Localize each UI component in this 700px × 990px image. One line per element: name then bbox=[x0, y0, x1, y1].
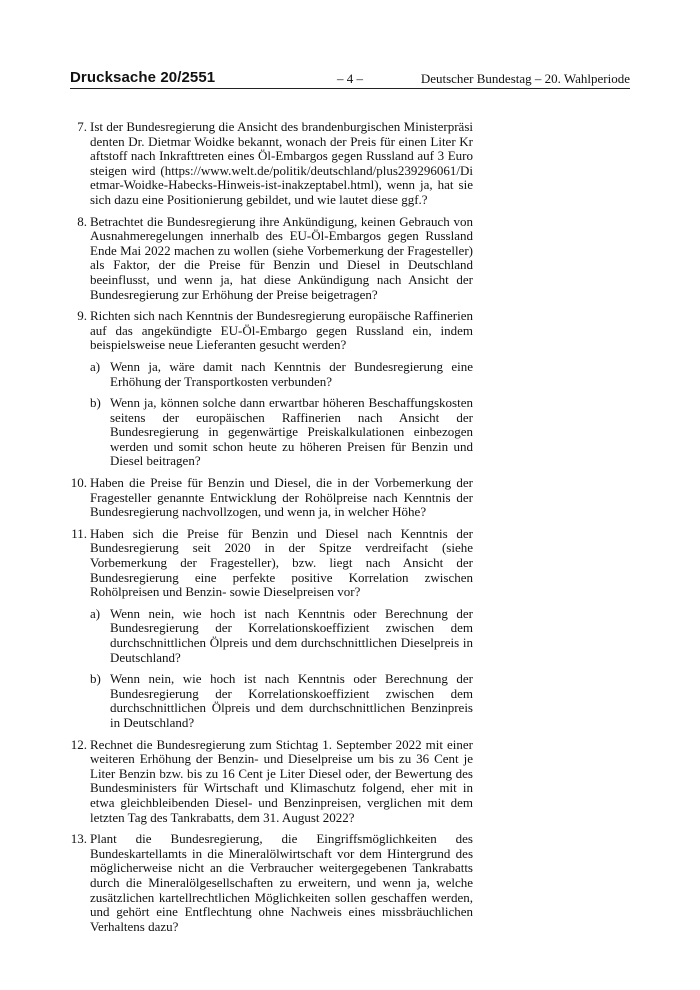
question-number: 13. bbox=[70, 831, 87, 847]
sub-question-list bbox=[90, 607, 473, 731]
sub-question-list bbox=[90, 360, 473, 469]
sub-question-label: b) bbox=[90, 395, 101, 411]
question-text: Ist der Bundesregierung die Ansicht des brandenburgischen Ministerpräsidenten Dr. Dietmar Woidke bekannt, wonach der Preis für einen Liter Kraftstoff nach Inkrafttreten eines Öl-Embargos gegen Russland auf 3 Euro steigen wird (https://www.welt.de/politik/deutschland/plus239296061/Dietmar-Woidke-Habecks-Hinweis-ist-inakzeptabel.html), wenn ja, hat sie sich dazu eine Positionierung gebildet, und wie lautet diese ggf.? bbox=[90, 119, 473, 207]
sub-question-text: Wenn nein, wie hoch ist nach Kenntnis oder Berechnung der Bundesregierung der Korrelationskoeffizient zwischen dem durchschnittlichen Ölpreis und dem durchschnittlichen Dieselpreis in Deutschland? bbox=[110, 605, 473, 665]
question-text: Haben sich die Preise für Benzin und Diesel nach Kenntnis der Bundesregierung seit 2020 in der Spitze verdreifacht (siehe Vorbemerkung der Fragesteller), bzw. liegt nach Ansicht der Bundesregierung eine perfekte positive Korrelation zwischen Rohölpreisen und Benzin- sowie Dieselpreisen vor? bbox=[90, 525, 473, 600]
question-number: 8. bbox=[77, 213, 87, 229]
sub-question-a bbox=[90, 607, 473, 665]
sub-question-text: Wenn ja, können solche dann erwartbar höheren Beschaffungskosten seitens der europäischen Raffinerien nach Ansicht der Bundesregierung in gegenwärtige Preiskalkulationen einbezogen werden und somit schon heute zu höheren Preisen für Benzin und Diesel beitragen? bbox=[110, 395, 473, 469]
question-13 bbox=[70, 832, 473, 934]
question-12 bbox=[70, 738, 473, 826]
question-11 bbox=[70, 527, 473, 731]
question-7 bbox=[70, 120, 473, 208]
sub-question-a bbox=[90, 360, 473, 389]
publisher-period: Deutscher Bundestag – 20. Wahlperiode bbox=[420, 71, 630, 86]
question-text: Richten sich nach Kenntnis der Bundesregierung europäische Raffinerien auf das angekündigte EU-Öl-Embargo gegen Russland ein, indem beispielsweise neue Lieferanten gesucht werden? bbox=[90, 308, 473, 353]
question-10 bbox=[70, 476, 473, 520]
question-number: 9. bbox=[77, 308, 87, 324]
question-8 bbox=[70, 215, 473, 303]
question-9 bbox=[70, 309, 473, 469]
page-number: – 4 – bbox=[337, 71, 363, 86]
question-number: 10. bbox=[70, 475, 87, 491]
page-header bbox=[70, 68, 630, 89]
sub-question-label: a) bbox=[90, 358, 101, 374]
sub-question-text: Wenn ja, wäre damit nach Kenntnis der Bundesregierung eine Erhöhung der Transportkosten verbunden? bbox=[110, 358, 473, 389]
document-label: Drucksache 20/ bbox=[70, 69, 182, 86]
question-text: Haben die Preise für Benzin und Diesel, die in der Vorbemerkung der Fragesteller genannte Entwicklung der Rohölpreise nach Kenntnis der Bundesregierung nachvollzogen, und wenn ja, in welcher Höhe? bbox=[90, 475, 473, 520]
question-text: Betrachtet die Bundesregierung ihre Ankündigung, keinen Gebrauch von Ausnahmeregelungen innerhalb des EU-Öl-Embargos gegen Russland Ende Mai 2022 machen zu wollen (siehe Vorbemerkung der Fragesteller) als Faktor, der die Preise für Benzin und Diesel in Deutschland beeinflusst, und wenn ja, hat diese Ankündigung nach Ansicht der Bundesregierung zur Erhöhung der Preise beigetragen? bbox=[90, 213, 473, 302]
question-number: 12. bbox=[70, 736, 87, 752]
sub-question-b bbox=[90, 672, 473, 730]
question-list bbox=[70, 120, 473, 941]
sub-question-text: Wenn nein, wie hoch ist nach Kenntnis oder Berechnung der Bundesregierung der Korrelationskoeffizient zwischen dem durchschnittlichen Ölpreis und dem durchschnittlichen Benzinpreis in Deutschland? bbox=[110, 671, 473, 730]
question-text: Rechnet die Bundesregierung zum Stichtag 1. September 2022 mit einer weiteren Erhöhung der Benzin- und Dieselpreise um bis zu 36 Cent je Liter Benzin bzw. bis zu 16 Cent je Liter Diesel oder, der Bewertung des Bundesministers für Wirtschaft und Klimaschutz folgend, eher mit in etwa gleichbleibenden Diesel- und Benzinpreisen, verglichen mit dem letzten Tag des Tankrabatts, dem 31. August 2022? bbox=[90, 736, 473, 825]
sub-question-b bbox=[90, 396, 473, 469]
sub-question-label: a) bbox=[90, 605, 101, 621]
sub-question-label: b) bbox=[90, 671, 101, 687]
document-number-value: 2551 bbox=[181, 69, 216, 86]
question-number: 7. bbox=[77, 119, 87, 134]
question-number: 11. bbox=[71, 525, 87, 541]
question-text: Plant die Bundesregierung, die Eingriffsmöglichkeiten des Bundeskartellamts in die Mineralölwirtschaft vor dem Hintergrund des möglicherweise nicht an die Verbraucher weitergegebenen Tankrabatts durch die Mineralölgesellschaften zu erweitern, und wenn ja, welche zusätzlichen kartellrechtlichen Möglichkeiten sollen geschaffen werden, und gehört eine Entflechtung ohne Nachweis eines missbräuchlichen Verhaltens dazu? bbox=[90, 831, 473, 934]
